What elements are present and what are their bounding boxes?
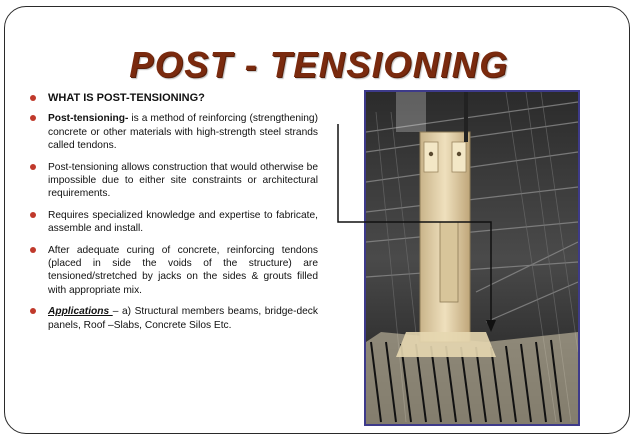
bullet-dot-icon (30, 115, 36, 121)
bullet-text: Requires specialized knowledge and expertise to fabricate, assemble and install. (48, 209, 318, 235)
bullet-dot-icon (30, 247, 36, 253)
bullet-text: is a method of reinforcing (strengthening) concrete or other materials with high-strength steel strands called tendons. (48, 113, 318, 152)
bullet-item (30, 244, 318, 298)
bullet-dot-icon (30, 95, 36, 101)
photo-illustration (366, 92, 578, 424)
bullet-dot-icon (30, 308, 36, 314)
bullet-term: Post-tensioning- (48, 113, 129, 125)
bullet-dot-icon (30, 164, 36, 170)
bullet-list (30, 92, 318, 340)
bullet-text: After adequate curing of concrete, reinforcing tendons (placed in side the voids of the structure) are tensioned/stretched by jacks on the sides & grouts filled with appropriate mix. (48, 244, 318, 296)
bullet-item (30, 92, 318, 105)
slide-title: POST - TENSIONING (129, 44, 509, 85)
bullet-item (30, 209, 318, 236)
bullet-text: – a) Structural members beams, bridge-deck panels, Roof –Slabs, Concrete Silos Etc. (48, 306, 318, 331)
bullet-item (30, 305, 318, 332)
applications-label: Applications (48, 306, 113, 318)
post-tensioning-photo (364, 90, 580, 426)
bullet-item (30, 161, 318, 201)
bullet-text: Post-tensioning allows construction that would otherwise be impossible due to either site constraints or architectural requirements. (48, 161, 318, 200)
bullet-heading: WHAT IS POST-TENSIONING? (48, 92, 205, 104)
bullet-dot-icon (30, 212, 36, 218)
bullet-item (30, 112, 318, 152)
